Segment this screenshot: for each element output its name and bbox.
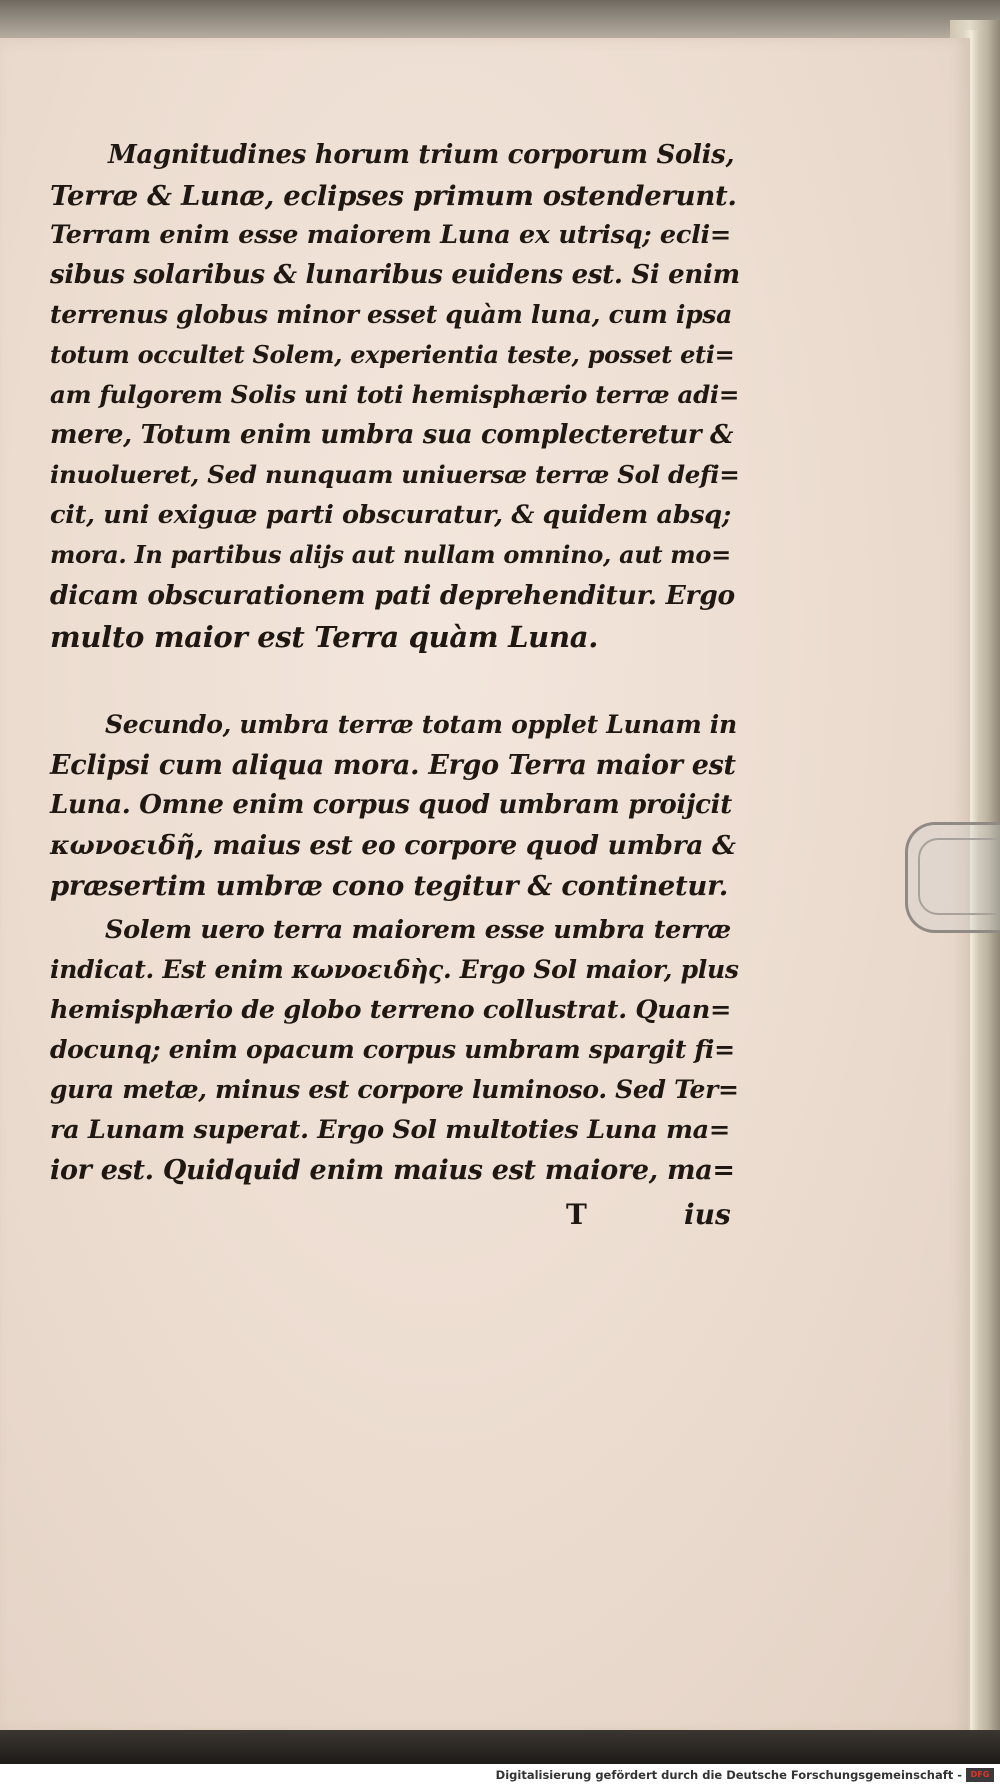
digitization-footer bbox=[0, 1764, 1000, 1787]
text-line-23: gura metæ, minus est corpore luminoso. Sed Ter= bbox=[50, 1075, 739, 1104]
text-line-3: Terram enim esse maiorem Luna ex utrisq; ecli= bbox=[50, 220, 731, 250]
text-line-10: cit, uni exiguæ parti obscuratur, & quidem absq; bbox=[50, 500, 731, 530]
catchword: ius bbox=[684, 1198, 731, 1231]
text-line-14: Secundo, umbra terræ totam opplet Lunam in bbox=[105, 710, 737, 739]
text-line-21: hemisphærio de globo terreno collustrat. Quan= bbox=[50, 995, 732, 1025]
text-line-9: inuolueret, Sed nunquam uniuersæ terræ Sol defi= bbox=[50, 460, 740, 489]
text-line-1: Magnitudines horum trium corporum Solis, bbox=[108, 140, 735, 170]
text-line-15: Eclipsi cum aliqua mora. Ergo Terra maior est bbox=[50, 750, 736, 781]
scan-top-edge bbox=[0, 0, 1000, 40]
text-line-6: totum occultet Solem, experientia teste, posset eti= bbox=[50, 340, 735, 369]
text-line-19: Solem uero terra maiorem esse umbra terræ bbox=[105, 915, 731, 945]
text-line-16: Luna. Omne enim corpus quod umbram proijcit bbox=[50, 790, 732, 820]
text-line-5: terrenus globus minor esset quàm luna, cum ipsa bbox=[50, 300, 732, 329]
dfg-logo-text: DFG bbox=[970, 1770, 990, 1779]
scan-bottom-edge bbox=[0, 1730, 1000, 1764]
text-line-13: multo maior est Terra quàm Luna. bbox=[50, 620, 599, 654]
text-line-22: docunq; enim opacum corpus umbram spargit fi= bbox=[50, 1035, 735, 1064]
text-line-8: mere, Totum enim umbra sua complecteretur & bbox=[50, 420, 734, 450]
text-line-18: præsertim umbræ cono tegitur & continetur. bbox=[50, 870, 729, 902]
dfg-logo bbox=[966, 1768, 994, 1782]
text-line-24: ra Lunam superat. Ergo Sol multoties Luna ma= bbox=[50, 1115, 730, 1145]
paper-clip-inner bbox=[918, 838, 1000, 915]
text-line-7: am fulgorem Solis uni toti hemisphærio terræ adi= bbox=[50, 380, 740, 409]
text-line-25: ior est. Quidquid enim maius est maiore, ma= bbox=[50, 1155, 735, 1186]
signature-mark: T bbox=[566, 1198, 587, 1231]
text-line-2: Terræ & Lunæ, eclipses primum ostenderunt. bbox=[50, 180, 737, 212]
funding-credit: Digitalisierung gefördert durch die Deutsche Forschungsgemeinschaft - bbox=[495, 1768, 962, 1782]
text-line-11: mora. In partibus alijs aut nullam omnino, aut mo= bbox=[50, 540, 731, 569]
text-line-12: dicam obscurationem pati deprehenditur. Ergo bbox=[50, 580, 735, 611]
text-line-17: κωνοειδῆ, maius est eo corpore quod umbra & bbox=[50, 830, 736, 861]
text-line-20: indicat. Est enim κωνοειδὴς. Ergo Sol maior, plus bbox=[50, 955, 739, 984]
text-line-4: sibus solaribus & lunaribus euidens est. Si enim bbox=[50, 260, 740, 290]
